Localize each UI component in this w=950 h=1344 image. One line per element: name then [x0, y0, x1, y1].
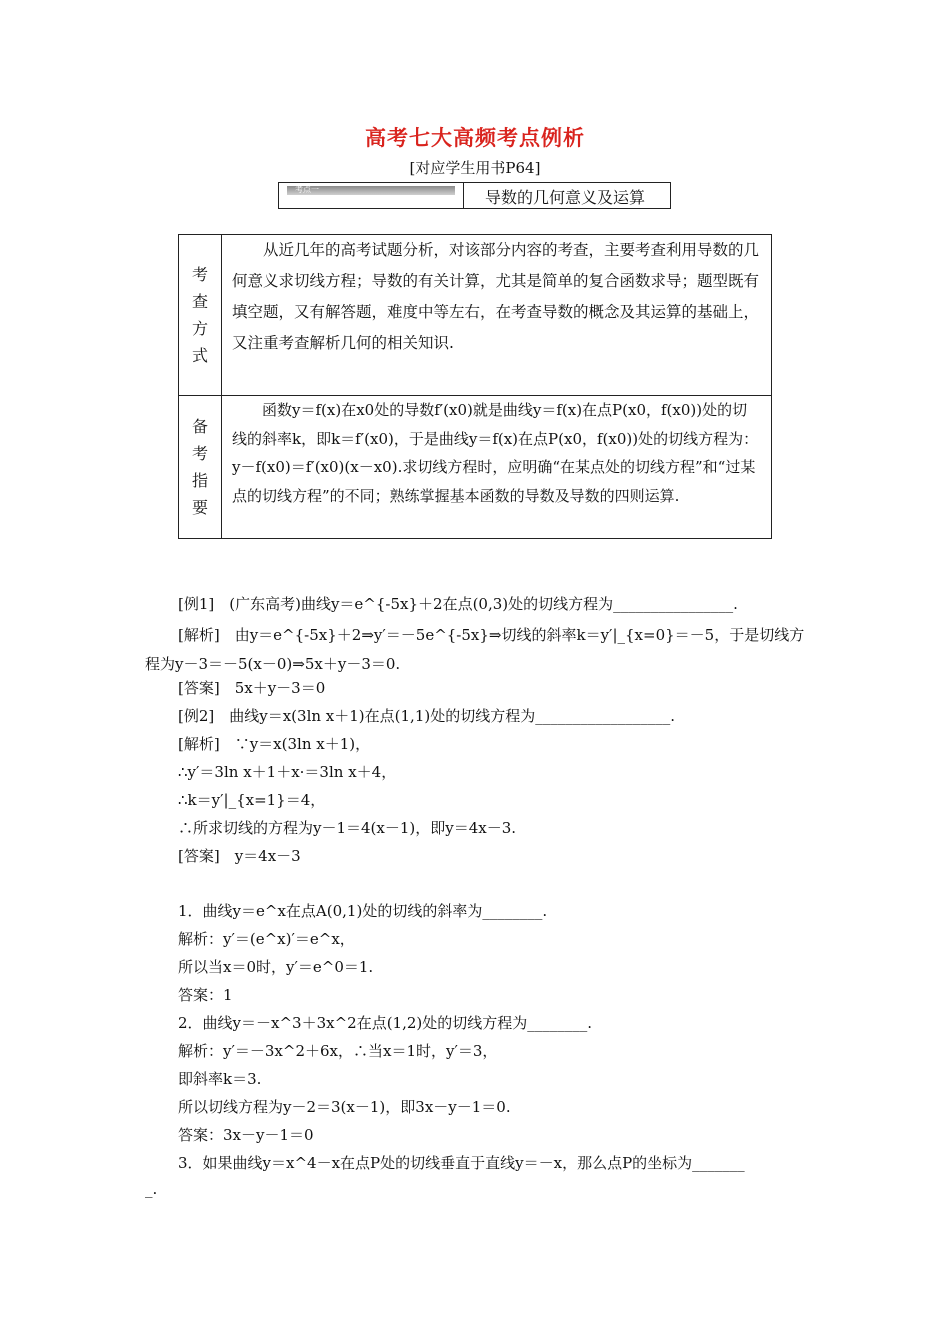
- label-char: 要: [191, 498, 208, 517]
- exercise2-answer: 答案：3x－y－1＝0: [178, 1126, 314, 1144]
- example2-answer: [答案] y＝4x－3: [178, 847, 301, 865]
- exercise1-analysis-line: 所以当x＝0时，y′＝e^0＝1.: [178, 958, 374, 976]
- example1-analysis: [解析] 由y＝e^{-5x}＋2⇒y′＝－5e^{-5x}⇒切线的斜率k＝y′|_{x=0}＝－5，于是切线方程为y－3＝－5(x－0)⇒5x＋y－3＝0.: [145, 626, 805, 673]
- example2-question: [例2] 曲线y＝x(3ln x＋1)在点(1,1)处的切线方程为__________________.: [178, 707, 675, 725]
- row-text-prep-guide: [222, 396, 772, 539]
- page-reference: [对应学生用书P64]: [409, 159, 541, 177]
- page-title: 高考七大高频考点例析: [365, 125, 585, 150]
- exercise1-question: 1．曲线y＝e^x在点A(0,1)处的切线的斜率为________.: [178, 902, 548, 920]
- exercise2-question: 2．曲线y＝－x^3＋3x^2在点(1,2)处的切线方程为________.: [178, 1014, 593, 1032]
- exercise2-analysis-line: 所以切线方程为y－2＝3(x－1)，即3x－y－1＝0.: [178, 1098, 511, 1116]
- prep-guide-text: 函数y＝f(x)在x0处的导数f′(x0)就是曲线y＝f(x)在点P(x0，f(x0))处的切线的斜率k，即k＝f′(x0)，于是曲线y＝f(x)在点P(x0，f(x0))处的切线方程为：y－f(x0)＝f′(x0)(x－x0).求切线方程时，应明确“在某点处的切线方程”和“过某点的切线方程”的不同；熟练掌握基本函数的导数及导数的四则运算.: [232, 401, 759, 505]
- exercise2-analysis-line: 解析：y′＝－3x^2＋6x，∴当x＝1时，y′＝3，: [178, 1042, 498, 1060]
- topic-divider: [463, 183, 464, 208]
- topic-tag-label: 考点一: [295, 185, 319, 194]
- label-char: 考: [191, 444, 208, 463]
- label-char: 指: [191, 471, 208, 490]
- exercise1-analysis-line: 解析：y′＝(e^x)′＝e^x，: [178, 930, 355, 948]
- example1-answer: [答案] 5x＋y－3＝0: [178, 679, 326, 697]
- exercise3-question-tail: _.: [145, 1180, 158, 1198]
- row-text-exam-method: [222, 235, 772, 396]
- example2-analysis-line: ∴y′＝3ln x＋1＋x·＝3ln x＋4，: [178, 763, 397, 781]
- exam-method-text: 从近几年的高考试题分析，对该部分内容的考查，主要考查利用导数的几何意义求切线方程；导数的有关计算，尤其是简单的复合函数求导；题型既有填空题，又有解答题，难度中等左右，在考查导数的概念及其运算的基础上，又注重考查解析几何的相关知识.: [232, 241, 760, 352]
- label-char: 方: [191, 319, 208, 338]
- topic-tag: [287, 186, 455, 195]
- info-table: [178, 234, 772, 539]
- exercise1-answer: 答案：1: [178, 986, 233, 1004]
- exercise3-question: 3．如果曲线y＝x^4－x在点P处的切线垂直于直线y＝－x，那么点P的坐标为_______: [178, 1154, 745, 1172]
- table-row: [179, 396, 772, 539]
- example2-analysis-line: ∴所求切线的方程为y－1＝4(x－1)，即y＝4x－3.: [178, 819, 517, 837]
- label-char: 查: [191, 292, 208, 311]
- example1-question: [例1] (广东高考)曲线y＝e^{-5x}＋2在点(0,3)处的切线方程为________________.: [178, 595, 738, 613]
- example2-analysis-line: [解析] ∵y＝x(3ln x＋1)，: [178, 735, 371, 753]
- row-label-exam-method: [179, 235, 222, 396]
- label-char: 备: [191, 417, 208, 436]
- table-row: [179, 235, 772, 396]
- exercise2-analysis-line: 即斜率k＝3.: [178, 1070, 262, 1088]
- example2-analysis-line: ∴k＝y′|_{x=1}＝4，: [178, 791, 326, 809]
- topic-title: 导数的几何意义及运算: [485, 188, 646, 207]
- row-label-prep-guide: [179, 396, 222, 539]
- label-char: 式: [191, 346, 208, 365]
- topic-header-box: [278, 182, 671, 209]
- label-char: 考: [191, 265, 208, 284]
